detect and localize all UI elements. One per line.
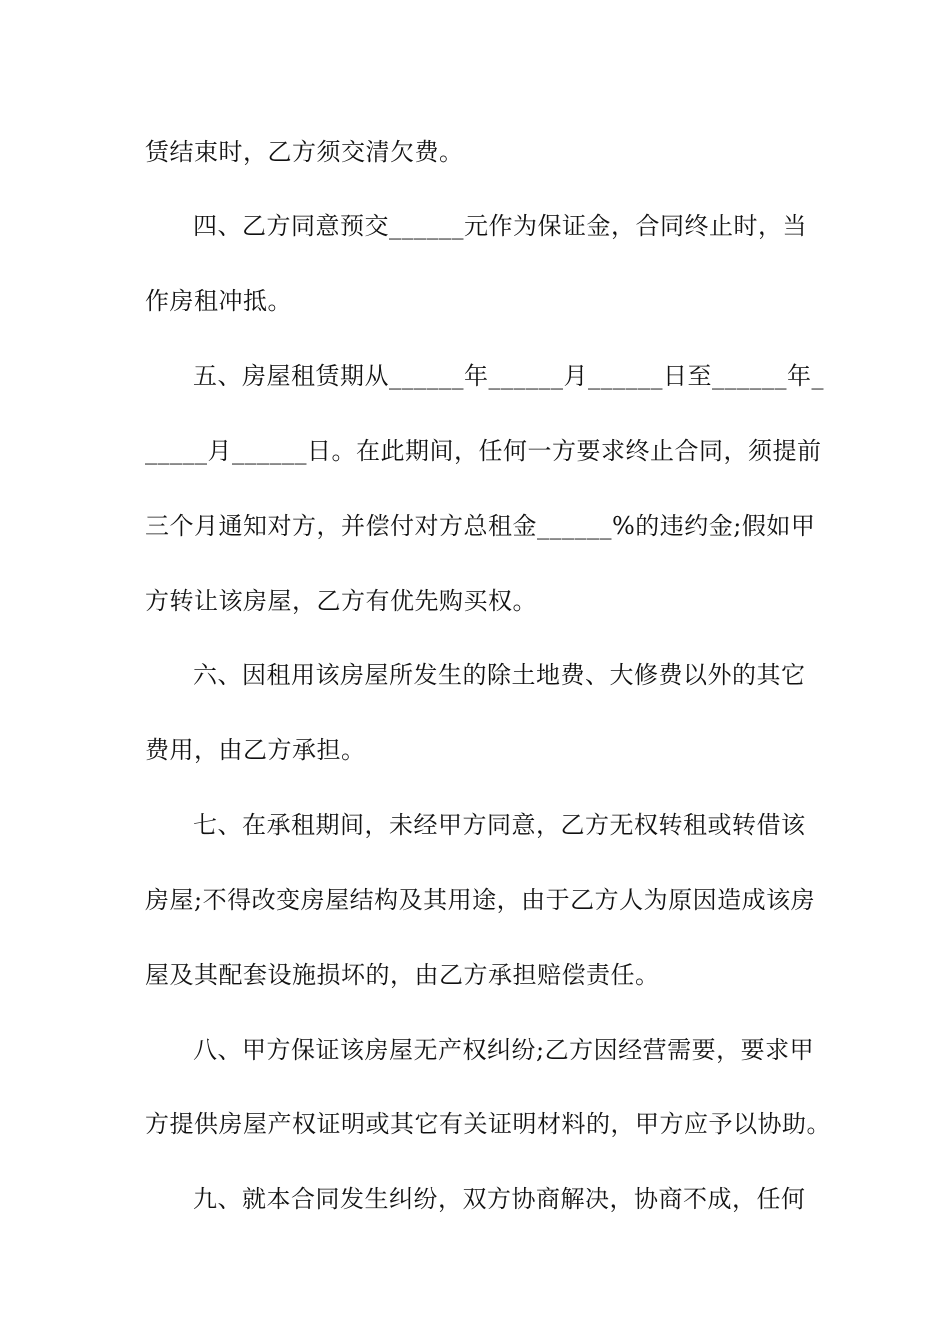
text-line-10: 七、在承租期间，未经甲方同意，乙方无权转租或转借该 xyxy=(193,811,806,839)
text-line-8: 六、因租用该房屋所发生的除土地费、大修费以外的其它 xyxy=(193,661,806,689)
text-line-5: _____月______日。在此期间，任何一方要求终止合同，须提前 xyxy=(145,437,822,465)
text-line-6: 三个月通知对方，并偿付对方总租金______%的违约金;假如甲 xyxy=(145,512,816,540)
text-line-11: 房屋;不得改变房屋结构及其用途，由于乙方人为原因造成该房 xyxy=(145,886,816,914)
text-line-13: 八、甲方保证该房屋无产权纠纷;乙方因经营需要，要求甲 xyxy=(193,1036,815,1064)
text-line-14: 方提供房屋产权证明或其它有关证明材料的，甲方应予以协助。 xyxy=(145,1110,831,1138)
text-line-7: 方转让该房屋，乙方有优先购买权。 xyxy=(145,587,537,615)
text-line-3: 作房租冲抵。 xyxy=(145,287,292,315)
text-line-4: 五、房屋租赁期从______年______月______日至______年_ xyxy=(193,362,824,390)
text-line-9: 费用，由乙方承担。 xyxy=(145,736,366,764)
text-line-1: 赁结束时，乙方须交清欠费。 xyxy=(145,138,464,166)
text-line-12: 屋及其配套设施损坏的，由乙方承担赔偿责任。 xyxy=(145,961,660,989)
text-line-2: 四、乙方同意预交______元作为保证金，合同终止时，当 xyxy=(193,212,807,240)
text-line-15: 九、就本合同发生纠纷，双方协商解决，协商不成，任何 xyxy=(193,1185,806,1213)
